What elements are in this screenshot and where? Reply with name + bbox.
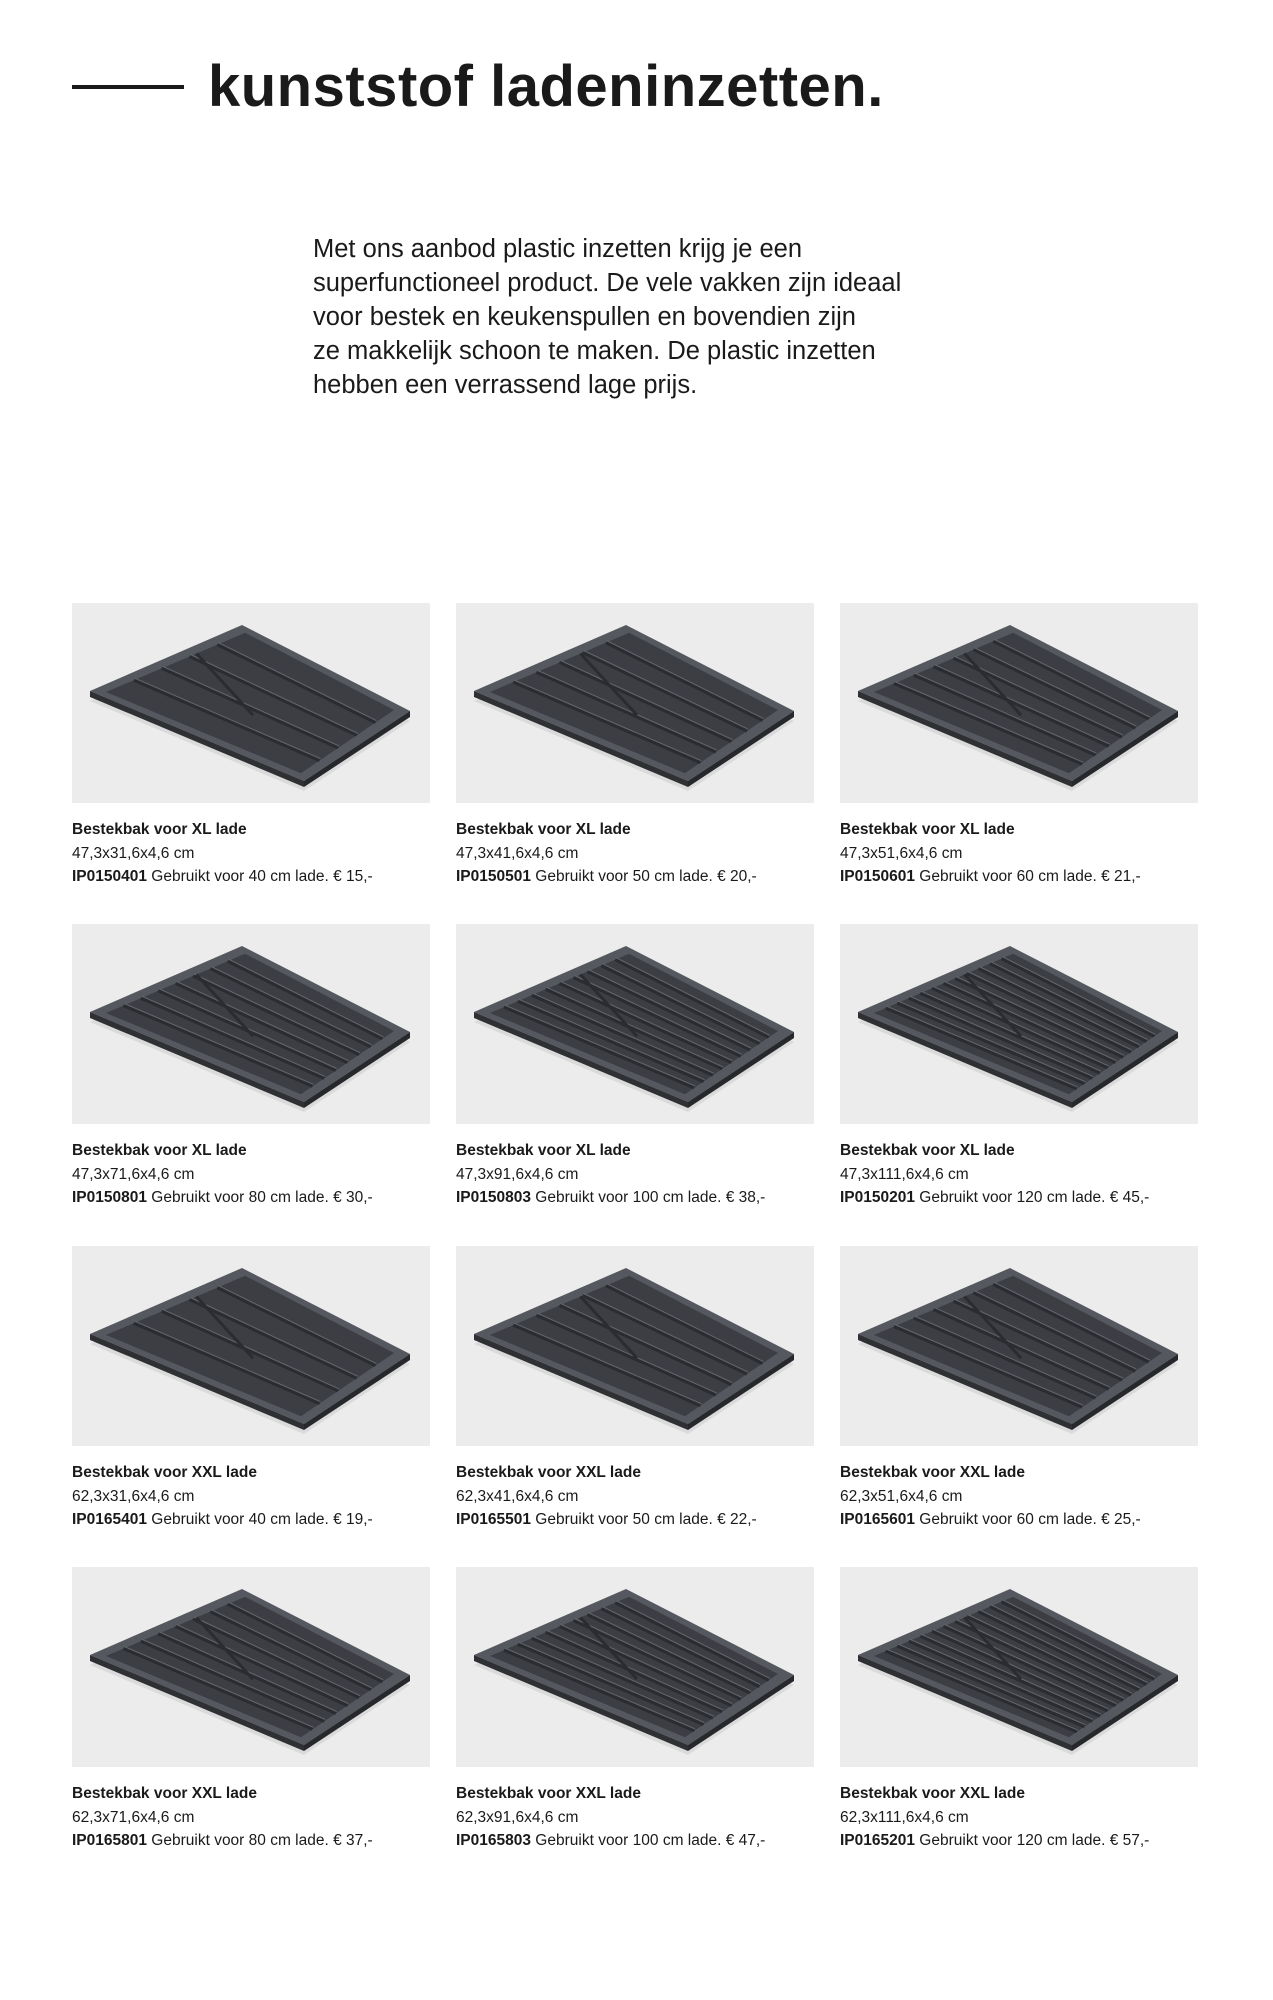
product-name: Bestekbak voor XL lade xyxy=(456,821,631,838)
product-dimensions: 62,3x91,6x4,6 cm xyxy=(456,1808,579,1826)
product-photo xyxy=(456,1567,814,1767)
cutlery-tray-image xyxy=(840,603,1198,803)
product-caption xyxy=(72,818,430,889)
product-dimensions: 47,3x71,6x4,6 cm xyxy=(72,1165,195,1183)
product-card[interactable] xyxy=(840,1567,1198,1853)
product-code: IP0165803 xyxy=(456,1832,531,1849)
product-name: Bestekbak voor XXL lade xyxy=(840,1464,1025,1481)
product-name: Bestekbak voor XL lade xyxy=(840,821,1015,838)
product-description: Gebruikt voor 60 cm lade. € 25,- xyxy=(915,1511,1141,1528)
product-caption xyxy=(840,1782,1198,1853)
product-caption xyxy=(456,1139,814,1210)
product-description: Gebruikt voor 100 cm lade. € 38,- xyxy=(531,1189,766,1206)
cutlery-tray-image xyxy=(456,924,814,1124)
product-photo xyxy=(840,1246,1198,1446)
product-name: Bestekbak voor XXL lade xyxy=(456,1785,641,1802)
intro-line: superfunctioneel product. De vele vakken zijn ideaal xyxy=(313,269,902,297)
product-caption xyxy=(456,1461,814,1532)
product-code: IP0150803 xyxy=(456,1189,531,1206)
product-photo xyxy=(456,603,814,803)
cutlery-tray-image xyxy=(72,1567,430,1767)
product-description: Gebruikt voor 80 cm lade. € 37,- xyxy=(147,1832,373,1849)
product-name: Bestekbak voor XXL lade xyxy=(72,1464,257,1481)
product-description: Gebruikt voor 40 cm lade. € 15,- xyxy=(147,868,373,885)
product-description: Gebruikt voor 120 cm lade. € 45,- xyxy=(915,1189,1150,1206)
intro-line: ze makkelijk schoon te maken. De plastic inzetten xyxy=(313,337,876,365)
product-caption xyxy=(840,818,1198,889)
cutlery-tray-image xyxy=(456,603,814,803)
product-name: Bestekbak voor XL lade xyxy=(72,821,247,838)
product-name: Bestekbak voor XL lade xyxy=(840,1142,1015,1159)
product-code: IP0150201 xyxy=(840,1189,915,1206)
product-dimensions: 47,3x41,6x4,6 cm xyxy=(456,844,579,862)
page-title: kunststof ladeninzetten. xyxy=(208,54,884,119)
product-dimensions: 62,3x111,6x4,6 cm xyxy=(840,1808,969,1826)
product-dimensions: 47,3x91,6x4,6 cm xyxy=(456,1165,579,1183)
title-rule xyxy=(72,85,184,89)
product-card[interactable] xyxy=(840,924,1198,1210)
product-caption xyxy=(72,1461,430,1532)
product-description: Gebruikt voor 40 cm lade. € 19,- xyxy=(147,1511,373,1528)
product-dimensions: 62,3x71,6x4,6 cm xyxy=(72,1808,195,1826)
product-description: Gebruikt voor 50 cm lade. € 22,- xyxy=(531,1511,757,1528)
product-dimensions: 47,3x31,6x4,6 cm xyxy=(72,844,195,862)
product-grid xyxy=(72,603,1199,1863)
product-card[interactable] xyxy=(840,603,1198,889)
product-name: Bestekbak voor XXL lade xyxy=(456,1464,641,1481)
product-code: IP0165801 xyxy=(72,1832,147,1849)
product-dimensions: 62,3x51,6x4,6 cm xyxy=(840,1487,963,1505)
intro-line: Met ons aanbod plastic inzetten krijg je een xyxy=(313,235,803,263)
product-code: IP0150401 xyxy=(72,868,147,885)
product-photo xyxy=(72,1567,430,1767)
product-card[interactable] xyxy=(72,1246,430,1532)
cutlery-tray-image xyxy=(840,1246,1198,1446)
product-caption xyxy=(456,1782,814,1853)
product-code: IP0165401 xyxy=(72,1511,147,1528)
product-code: IP0165601 xyxy=(840,1511,915,1528)
product-photo xyxy=(72,603,430,803)
intro-line: voor bestek en keukenspullen en bovendien zijn xyxy=(313,303,856,331)
product-card[interactable] xyxy=(72,603,430,889)
cutlery-tray-image xyxy=(840,1567,1198,1767)
product-name: Bestekbak voor XXL lade xyxy=(840,1785,1025,1802)
cutlery-tray-image xyxy=(456,1567,814,1767)
product-dimensions: 62,3x41,6x4,6 cm xyxy=(456,1487,579,1505)
product-photo xyxy=(72,924,430,1124)
product-card[interactable] xyxy=(840,1246,1198,1532)
intro-text xyxy=(313,232,953,402)
product-photo xyxy=(72,1246,430,1446)
product-description: Gebruikt voor 120 cm lade. € 57,- xyxy=(915,1832,1150,1849)
product-code: IP0150601 xyxy=(840,868,915,885)
product-card[interactable] xyxy=(456,603,814,889)
product-name: Bestekbak voor XL lade xyxy=(72,1142,247,1159)
product-card[interactable] xyxy=(72,924,430,1210)
product-card[interactable] xyxy=(456,1567,814,1853)
product-photo xyxy=(456,924,814,1124)
page-header xyxy=(72,54,884,119)
product-description: Gebruikt voor 60 cm lade. € 21,- xyxy=(915,868,1141,885)
product-caption xyxy=(72,1782,430,1853)
product-photo xyxy=(456,1246,814,1446)
cutlery-tray-image xyxy=(456,1246,814,1446)
product-dimensions: 47,3x111,6x4,6 cm xyxy=(840,1165,969,1183)
product-card[interactable] xyxy=(456,924,814,1210)
cutlery-tray-image xyxy=(72,603,430,803)
product-description: Gebruikt voor 50 cm lade. € 20,- xyxy=(531,868,757,885)
product-caption xyxy=(840,1139,1198,1210)
product-dimensions: 47,3x51,6x4,6 cm xyxy=(840,844,963,862)
product-name: Bestekbak voor XL lade xyxy=(456,1142,631,1159)
cutlery-tray-image xyxy=(72,924,430,1124)
product-photo xyxy=(840,924,1198,1124)
product-photo xyxy=(840,603,1198,803)
product-dimensions: 62,3x31,6x4,6 cm xyxy=(72,1487,195,1505)
product-code: IP0165501 xyxy=(456,1511,531,1528)
product-caption xyxy=(456,818,814,889)
product-caption xyxy=(72,1139,430,1210)
product-name: Bestekbak voor XXL lade xyxy=(72,1785,257,1802)
product-code: IP0150501 xyxy=(456,868,531,885)
cutlery-tray-image xyxy=(72,1246,430,1446)
intro-line: hebben een verrassend lage prijs. xyxy=(313,371,698,399)
product-caption xyxy=(840,1461,1198,1532)
product-description: Gebruikt voor 80 cm lade. € 30,- xyxy=(147,1189,373,1206)
cutlery-tray-image xyxy=(840,924,1198,1124)
product-photo xyxy=(840,1567,1198,1767)
product-card[interactable] xyxy=(456,1246,814,1532)
product-code: IP0165201 xyxy=(840,1832,915,1849)
product-card[interactable] xyxy=(72,1567,430,1853)
product-description: Gebruikt voor 100 cm lade. € 47,- xyxy=(531,1832,766,1849)
product-code: IP0150801 xyxy=(72,1189,147,1206)
